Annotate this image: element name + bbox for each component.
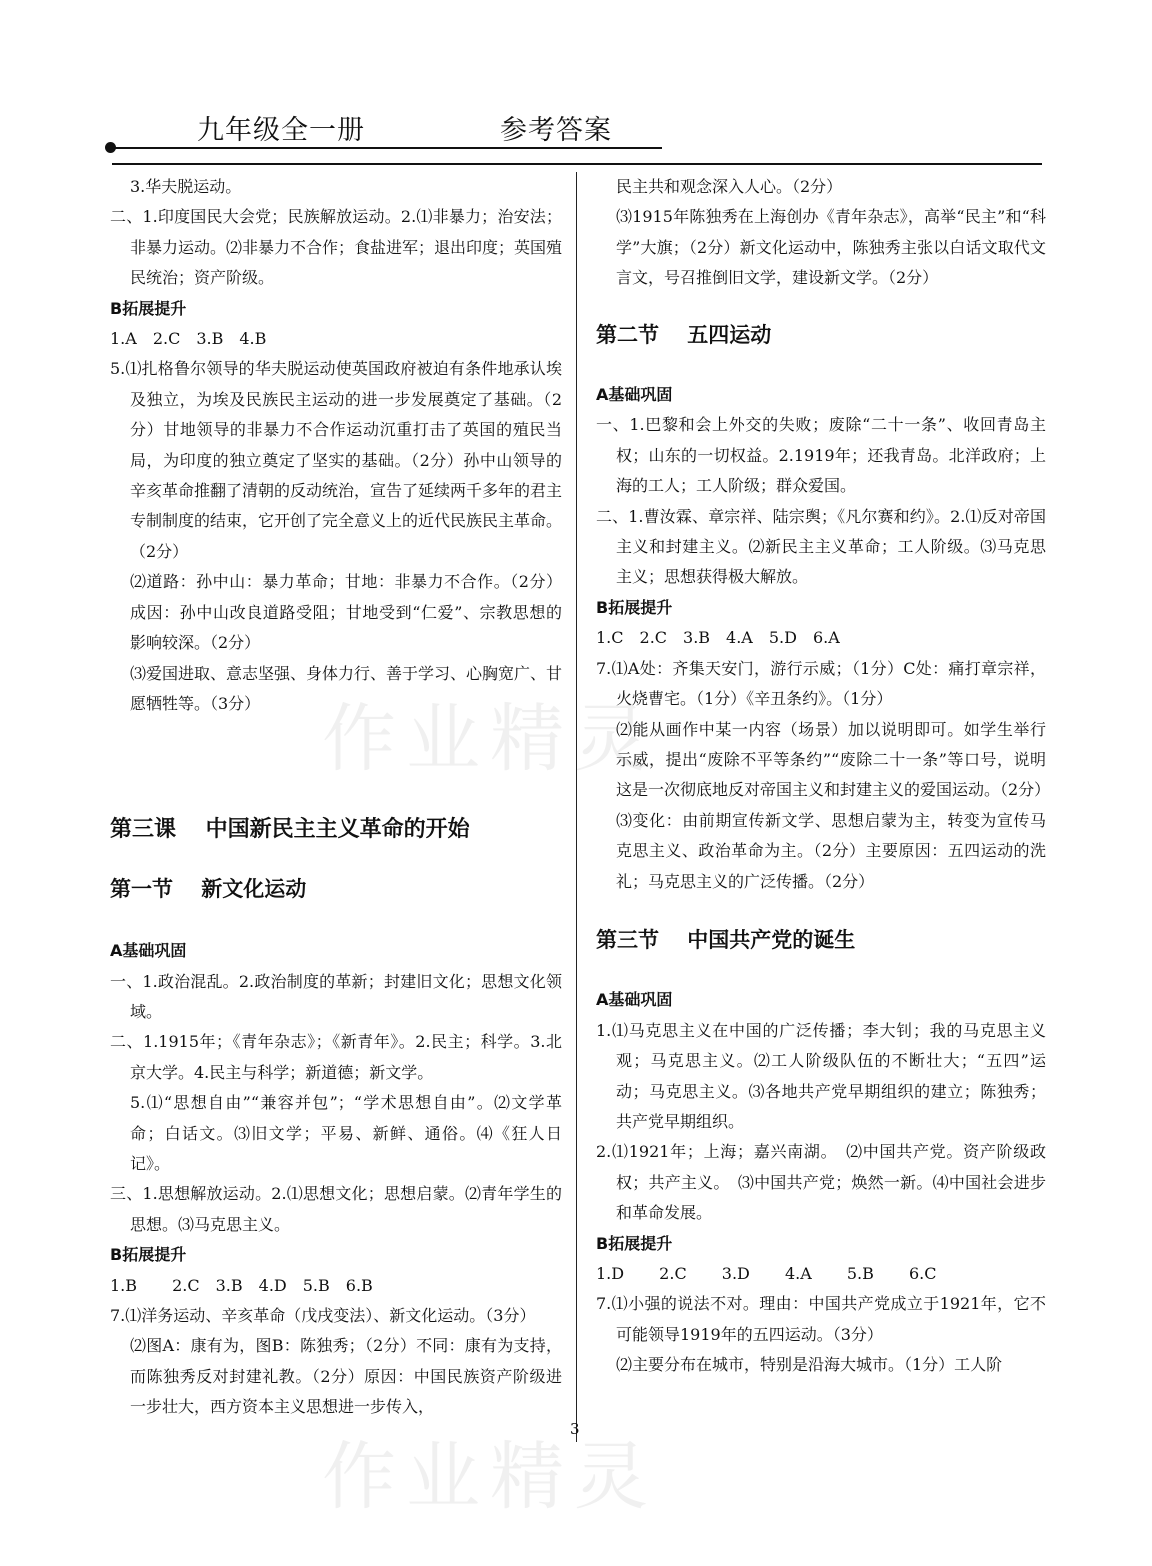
column-divider <box>576 172 577 1442</box>
right-column <box>596 172 1051 1381</box>
header-grade: 九年级全一册 <box>197 115 365 146</box>
section-title: 第三节 中国共产党的诞生 <box>596 927 856 952</box>
answer-line: 2.⑴1921年；上海；嘉兴南湖。 ⑵中国共产党。资产阶级政权；共产主义。 ⑶中国共产党；焕然一新。⑷中国社会进步和革命发展。 <box>596 1142 1046 1223</box>
watermark: 作业精灵 <box>322 696 658 782</box>
answer-line: 5.⑴扎格鲁尔领导的华夫脱运动使英国政府被迫有条件地承认埃及独立，为埃及民族民主运动的进一步发展奠定了基础。（2分）甘地领导的非暴力不合作运动沉重打击了英国的殖民当局，为印度的独立奠定了坚实的基础。（2分）孙中山领导的辛亥革命推翻了清朝的反动统治，宣告了延续两千多年的君主专制制度的结束，它开创了完全意义上的近代民族民主革命。（2分） <box>110 359 563 561</box>
answer-line: 三、1.思想解放运动。2.⑴思想文化；思想启蒙。⑵青年学生的思想。⑶马克思主义。 <box>110 1184 562 1234</box>
answer-line: ⑶变化：由前期宣传新文学、思想启蒙为主，转变为宣传马克思主义、政治革命为主。（2分）主要原因：五四运动的洗礼；马克思主义的广泛传播。（2分） <box>616 810 1046 891</box>
subsection-heading: B拓展提升 <box>596 1233 673 1253</box>
answer-line: 5.⑴“思想自由”“兼容并包”；“学术思想自由”。⑵文学革命；白话文。⑶旧文学；平易、新鲜、通俗。⑷《狂人日记》。 <box>130 1093 562 1173</box>
subsection-heading: A基础巩固 <box>596 385 673 405</box>
subsection-heading: A基础巩固 <box>596 990 673 1010</box>
answer-line: 民主共和观念深入人心。（2分） <box>616 177 843 196</box>
page-number: 3 <box>570 1420 580 1438</box>
header-rule-long <box>112 163 1042 165</box>
subsection-heading: B拓展提升 <box>110 1245 187 1265</box>
mc-answers: 1.D 2.C 3.D 4.A 5.B 6.C <box>596 1264 937 1283</box>
answer-line: 7.⑴A处：齐集天安门，游行示威；（1分）C处：痛打章宗祥，火烧曹宅。（1分）《辛丑条约》。（1分） <box>596 658 1046 709</box>
answer-line: 二、1.曹汝霖、章宗祥、陆宗舆；《凡尔赛和约》。2.⑴反对帝国主义和封建主义。⑵新民主主义革命；工人阶级。⑶马克思主义；思想获得极大解放。 <box>596 506 1046 587</box>
answer-line: ⑶爱国进取、意志坚强、身体力行、善于学习、心胸宽广、甘愿牺牲等。（3分） <box>130 663 563 713</box>
answer-line: 一、1.巴黎和会上外交的失败；废除“二十一条”、收回青岛主权；山东的一切权益。2.1919年；还我青岛。北洋政府；上海的工人；工人阶级；群众爱国。 <box>596 415 1046 496</box>
mc-answers: 1.A 2.C 3.B 4.B <box>110 329 267 349</box>
section-title: 第二节 五四运动 <box>596 322 772 347</box>
subsection-heading: A基础巩固 <box>110 941 187 961</box>
section-title: 第一节 新文化运动 <box>110 876 307 901</box>
answer-line: ⑵道路：孙中山：暴力革命；甘地：非暴力不合作。（2分）成因：孙中山改良道路受阻；甘地受到“仁爱”、宗教思想的影响较深。（2分） <box>130 572 562 653</box>
answer-line: 1.⑴马克思主义在中国的广泛传播；李大钊；我的马克思主义观；马克思主义。⑵工人阶级队伍的不断壮大；“五四”运动；马克思主义。⑶各地共产党早期组织的建立；陈独秀；共产党早期组织。 <box>596 1020 1046 1131</box>
answer-line: 二、1.印度国民大会党；民族解放运动。2.⑴非暴力；治安法；非暴力运动。⑵非暴力不合作；食盐进军；退出印度；英国殖民统治；资产阶级。 <box>110 207 563 288</box>
answer-line: ⑶1915年陈独秀在上海创办《青年杂志》，高举“民主”和“科学”大旗；（2分）新文化运动中，陈独秀主张以白话文取代文言文，号召推倒旧文学，建设新文学。（2分） <box>616 207 1046 288</box>
answer-line: ⑵能从画作中某一内容（场景）加以说明即可。如学生举行示威，提出“废除不平等条约”“废除二十一条”等口号，说明这是一次彻底地反对帝国主义和封建主义的爱国运动。（2分） <box>616 719 1051 800</box>
answer-line: 3.华夫脱运动。 <box>130 177 242 196</box>
header-rule-short <box>112 147 662 149</box>
header-answer-key: 参考答案 <box>500 115 612 146</box>
answer-line: 7.⑴小强的说法不对。理由：中国共产党成立于1921年，它不可能领导1919年的五四运动。（3分） <box>596 1294 1046 1344</box>
answer-line: 二、1.1915年；《青年杂志》；《新青年》。2.民主；科学。3.北京大学。4.民主与科学；新道德；新文学。 <box>110 1032 562 1082</box>
lesson-title: 第三课 中国新民主主义革命的开始 <box>110 817 470 843</box>
watermark: 作业精灵 <box>322 1434 658 1520</box>
mc-answers: 1.B 2.C 3.B 4.D 5.B 6.B <box>110 1275 373 1295</box>
answer-line: 7.⑴洋务运动、辛亥革命（戊戌变法）、新文化运动。（3分） <box>110 1306 536 1325</box>
subsection-heading: B拓展提升 <box>110 298 187 318</box>
answer-line: 一、1.政治混乱。2.政治制度的革新；封建旧文化；思想文化领域。 <box>110 971 562 1021</box>
subsection-heading: B拓展提升 <box>596 597 673 617</box>
left-column <box>110 172 562 1423</box>
mc-answers: 1.C 2.C 3.B 4.A 5.D 6.A <box>596 628 840 648</box>
answer-line: ⑵图A：康有为，图B：陈独秀；（2分）不同：康有为支持，而陈独秀反对封建礼教。（2分）原因：中国民族资产阶级进一步壮大，西方资本主义思想进一步传入， <box>130 1336 562 1417</box>
answer-line: ⑵主要分布在城市，特别是沿海大城市。（1分）工人阶 <box>616 1355 1003 1375</box>
